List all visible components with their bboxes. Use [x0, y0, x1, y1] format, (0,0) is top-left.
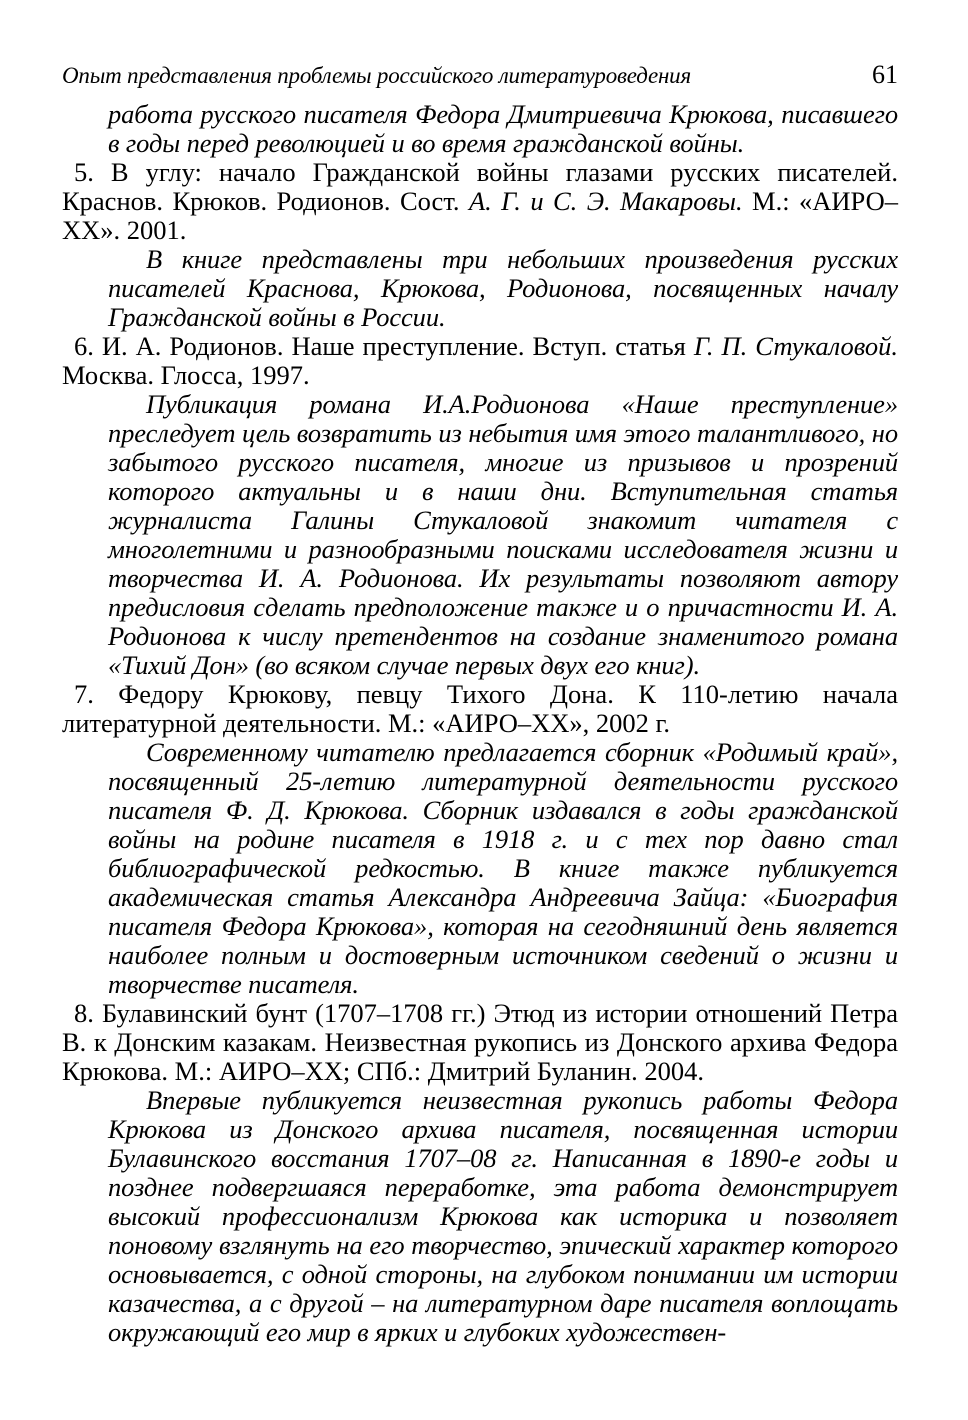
entry-6-imprint: Москва. Глосса, 1997. — [62, 360, 310, 390]
bibliography-entry-6 — [62, 332, 898, 390]
running-header — [62, 60, 898, 90]
annotation-8: Впервые публикуется неизвестная рукопись работы Федора Крюкова из Донского архива писателя, посвященная истории Булавинского восстания 1707–08 гг. Написанная в 1890-е годы и позднее подвергшаяся переработке, эта работа демонстрирует высокий профессионализм Крюкова как историка и позволяет поновому взглянуть на его творчество, эпический характер которого основывается, с одной стороны, на глубоком понимании им истории казачества, а с другой – на литературном даре писателя воплощать окружающий его мир в ярких и глубоких художествен- — [108, 1085, 898, 1347]
bibliography-entry-5 — [62, 158, 898, 245]
entry-6-text: 6. И. А. Родионов. Наше преступление. Вступ. статья — [74, 331, 694, 361]
annotation-5: В книге представлены три небольших произведения русских писателей Краснова, Крюкова, Родионова, посвященных началу Гражданской войны в России. — [108, 244, 898, 332]
running-title: Опыт представления проблемы российского литературоведения — [62, 63, 691, 88]
book-page — [62, 60, 898, 1347]
entry-5-text: 5. В углу: начало Гражданской войны глазами русских писателей. Краснов. Крюков. Родионов. Сост. — [62, 157, 898, 216]
annotation-continued: работа русского писателя Федора Дмитриевича Крюкова, писавшего в годы перед революцией и во время гражданской войны. — [108, 99, 898, 158]
bibliography-entry-7: 7. Федору Крюкову, певцу Тихого Дона. К 110-летию начала литературной деятельности. М.: «АИРО–XX», 2002 г. — [62, 679, 898, 738]
annotation-7: Современному читателю предлагается сборник «Родимый край», посвященный 25-летию литературной деятельности русского писателя Ф. Д. Крюкова. Сборник издавался в годы гражданской войны на родине писателя в 1918 г. и с тех пор давно стал библиографической редкостью. В книге также публикуется академическая статья Александра Андреевича Зайца: «Биография писателя Федора Крюкова», которая на сегодняшний день является наиболее полным и достоверным источником сведений о жизни и творчестве писателя. — [108, 737, 898, 999]
entry-5-editors: А. Г. и С. Э. Макаровы. — [468, 186, 743, 216]
bibliography-entry-8: 8. Булавинский бунт (1707–1708 гг.) Этюд из истории отношений Петра В. к Донским казакам. Неизвестная рукопись из Донского архива Федора Крюкова. М.: АИРО–XX; СПб.: Дмитрий Буланин. 2004. — [62, 998, 898, 1086]
page-number: 61 — [872, 60, 898, 89]
entry-6-author: Г. П. Стукаловой. — [693, 331, 898, 361]
entry-5-imprint: М.: «АИРО–XX». 2001. — [62, 186, 898, 245]
annotation-6: Публикация романа И.А.Родионова «Наше преступление» преследует цель возвратить из небытия имя этого талантливого, но забытого русского писателя, многие из призывов и прозрений которого актуальны и в наши дни. Вступительная статья журналиста Галины Стукаловой знакомит читателя с многолетними и разнообразными поисками исследователя жизни и творчества И. А. Родионова. Их результаты позволяют автору предисловия сделать предположение также и о причастности И. А. Родионова к числу претендентов на создание знаменитого романа «Тихий Дон» (во всяком случае первых двух его книг). — [108, 389, 898, 680]
